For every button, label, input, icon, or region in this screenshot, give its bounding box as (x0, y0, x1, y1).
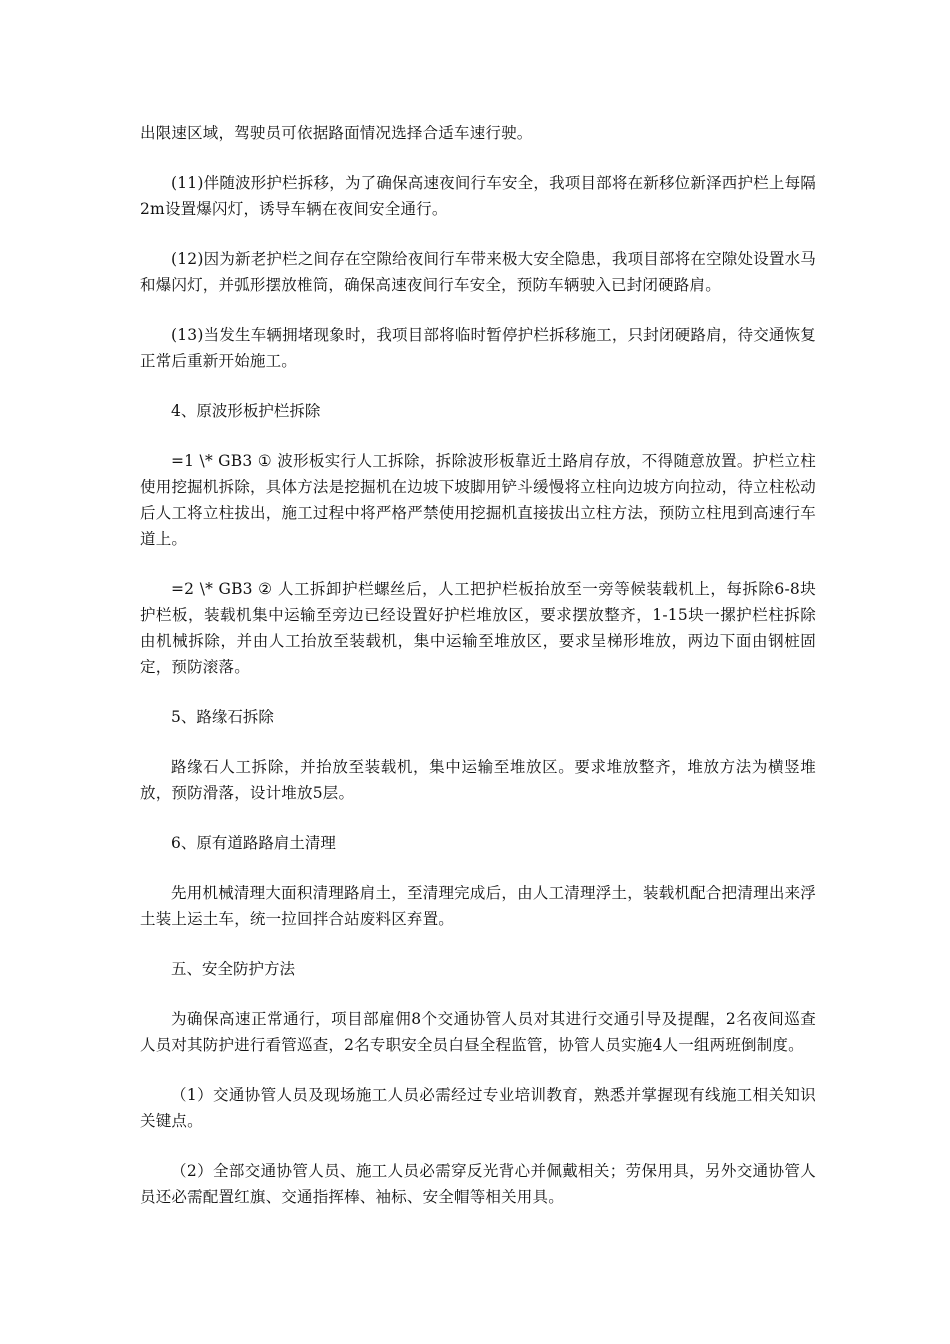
paragraph-item-12: (12)因为新老护栏之间存在空隙给夜间行车带来极大安全隐患，我项目部将在空隙处设置水马和爆闪灯，并弧形摆放椎筒，确保高速夜间行车安全，预防车辆驶入已封闭硬路肩。 (140, 250, 816, 294)
paragraph-step-1: =1 \* GB3 ① 波形板实行人工拆除，拆除波形板靠近土路肩存放，不得随意放置。护栏立柱使用挖掘机拆除，具体方法是挖掘机在边坡下坡脚用铲斗缓慢将立柱向边坡方向拉动，待立柱松动后人工将立柱拔出，施工过程中将严格严禁使用挖掘机直接拔出立柱方法，预防立柱甩到高速行车道上。 (140, 452, 816, 548)
paragraph-item-11: (11)伴随波形护栏拆移，为了确保高速夜间行车安全，我项目部将在新移位新泽西护栏上每隔2m设置爆闪灯，诱导车辆在夜间安全通行。 (140, 174, 816, 218)
document-page (140, 120, 816, 1234)
section-heading-safety: 五、安全防护方法 (171, 960, 296, 978)
paragraph-speed-zone-continuation: 出限速区域，驾驶员可依据路面情况选择合适车速行驶。 (140, 124, 533, 142)
section-heading-4: 4、原波形板护栏拆除 (171, 402, 321, 420)
section-heading-6: 6、原有道路路肩土清理 (171, 834, 336, 852)
paragraph-item-13: (13)当发生车辆拥堵现象时，我项目部将临时暂停护栏拆移施工，只封闭硬路肩，待交通恢复正常后重新开始施工。 (140, 326, 816, 370)
paragraph-safety-item-2: （2）全部交通协管人员、施工人员必需穿反光背心并佩戴相关；劳保用具，另外交通协管人员还必需配置红旗、交通指挥棒、袖标、安全帽等相关用具。 (140, 1162, 816, 1206)
paragraph-safety-intro: 为确保高速正常通行，项目部雇佣8个交通协管人员对其进行交通引导及提醒，2名夜间巡查人员对其防护进行看管巡查，2名专职安全员白昼全程监管，协管人员实施4人一组两班倒制度。 (140, 1010, 816, 1054)
paragraph-shoulder-cleanup: 先用机械清理大面积清理路肩土，至清理完成后，由人工清理浮土，装载机配合把清理出来浮土装上运土车，统一拉回拌合站废料区弃置。 (140, 884, 816, 928)
paragraph-step-2: =2 \* GB3 ② 人工拆卸护栏螺丝后，人工把护栏板抬放至一旁等候装载机上，每拆除6-8块护栏板，装载机集中运输至旁边已经设置好护栏堆放区，要求摆放整齐，1-15块一摞护栏柱拆除由机械拆除，并由人工抬放至装载机，集中运输至堆放区，要求呈梯形堆放，两边下面由钢桩固定，预防滚落。 (140, 580, 816, 676)
section-heading-5: 5、路缘石拆除 (171, 708, 274, 726)
paragraph-safety-item-1: （1）交通协管人员及现场施工人员必需经过专业培训教育，熟悉并掌握现有线施工相关知识关键点。 (140, 1086, 816, 1130)
paragraph-curb-removal: 路缘石人工拆除，并抬放至装载机，集中运输至堆放区。要求堆放整齐，堆放方法为横竖堆放，预防滑落，设计堆放5层。 (140, 758, 816, 802)
